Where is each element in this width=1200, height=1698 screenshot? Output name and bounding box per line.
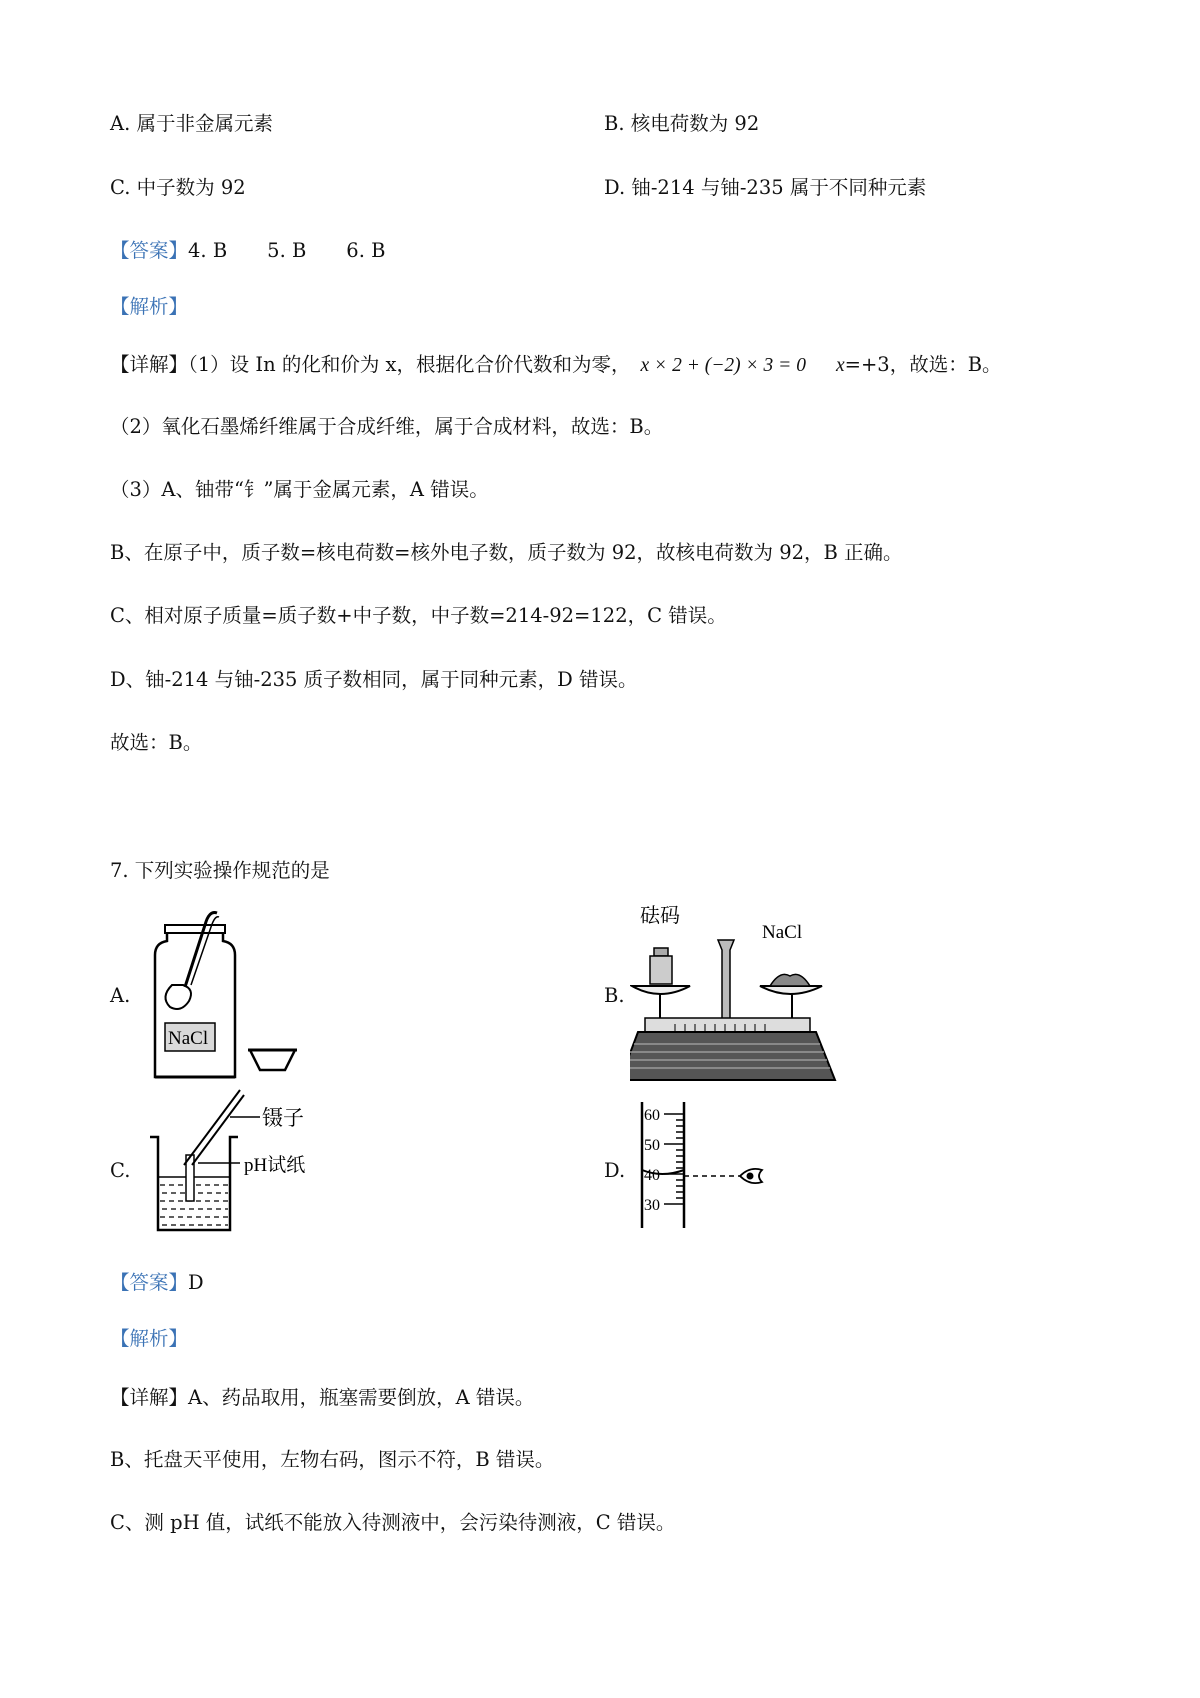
question-7-stem: 7. 下列实验操作规范的是 <box>110 859 330 882</box>
detail-text: （1）设 In 的化和价为 x，根据化合价代数和为零， <box>188 353 631 376</box>
option-a-label: A. <box>110 984 131 1007</box>
detail-line-7: 故选：B。 <box>110 731 203 754</box>
answer-5: 5. B <box>267 239 307 262</box>
option-b-q6: B. 核电荷数为 92 <box>604 112 760 135</box>
detail-line-5: C、相对原子质量=质子数+中子数，中子数=214-92=122，C 错误。 <box>110 604 727 627</box>
figure-a-reagent-bottle <box>145 905 305 1085</box>
option-d-label: D. <box>604 1159 626 1182</box>
detail-line-6: D、铀-214 与铀-235 质子数相同，属于同种元素，D 错误。 <box>110 668 638 691</box>
figure-d-graduated-cylinder <box>640 1100 770 1235</box>
answer-bracket: 【答案】 <box>110 239 189 262</box>
tick-30: 30 <box>644 1197 660 1214</box>
tick-60: 60 <box>644 1107 660 1124</box>
answer-bracket-2: 【答案】 <box>110 1271 189 1294</box>
answer-4: 4. B <box>188 239 228 262</box>
detail-bracket-2: 【详解】 <box>110 1386 189 1409</box>
answer-value-2: D <box>188 1271 204 1294</box>
detail2-line-1 <box>110 1385 534 1411</box>
detail-line-4: B、在原子中，质子数=核电荷数=核外电子数，质子数为 92，故核电荷数为 92，B 正确。 <box>110 541 903 564</box>
answer-6: 6. B <box>346 239 386 262</box>
detail-bracket: 【详解】 <box>110 353 189 376</box>
label-tweezers: 镊子 <box>262 1106 304 1130</box>
figure-c-ph-test <box>140 1085 340 1240</box>
option-a-q6: A. 属于非金属元素 <box>110 112 273 135</box>
option-c-q6: C. 中子数为 92 <box>110 176 246 199</box>
result-tail: =+3，故选：B。 <box>844 353 1002 376</box>
option-d-q6: D. 铀-214 与铀-235 属于不同种元素 <box>604 176 927 199</box>
x-variable: x <box>835 355 845 376</box>
detail2-line-2: B、托盘天平使用，左物右码，图示不符，B 错误。 <box>110 1448 555 1471</box>
label-ph-paper: pH试纸 <box>244 1155 306 1176</box>
tick-50: 50 <box>644 1137 660 1154</box>
analysis-heading-1: 【解析】 <box>110 295 189 318</box>
label-weight: 砝码 <box>640 905 680 927</box>
detail2-line-3: C、测 pH 值，试纸不能放入待测液中，会污染待测液，C 错误。 <box>110 1511 676 1534</box>
detail2-text: A、药品取用，瓶塞需要倒放，A 错误。 <box>188 1386 535 1409</box>
label-nacl-b: NaCl <box>762 922 803 943</box>
option-b-label: B. <box>604 984 625 1007</box>
answer-line-2 <box>110 1270 204 1296</box>
analysis-heading-2: 【解析】 <box>110 1327 189 1350</box>
figure-b-balance <box>630 900 840 1090</box>
detail-line-1 <box>110 352 1002 379</box>
label-nacl-a: NaCl <box>168 1028 209 1049</box>
detail-line-3: （3）A、铀带“钅”属于金属元素，A 错误。 <box>110 478 489 501</box>
tick-40: 40 <box>644 1167 660 1184</box>
answer-line-1 <box>110 238 385 264</box>
formula: x × 2 + (−2) × 3 = 0 <box>640 355 806 376</box>
detail-line-2: （2）氧化石墨烯纤维属于合成纤维，属于合成材料，故选：B。 <box>110 415 664 438</box>
option-c-label: C. <box>110 1159 131 1182</box>
